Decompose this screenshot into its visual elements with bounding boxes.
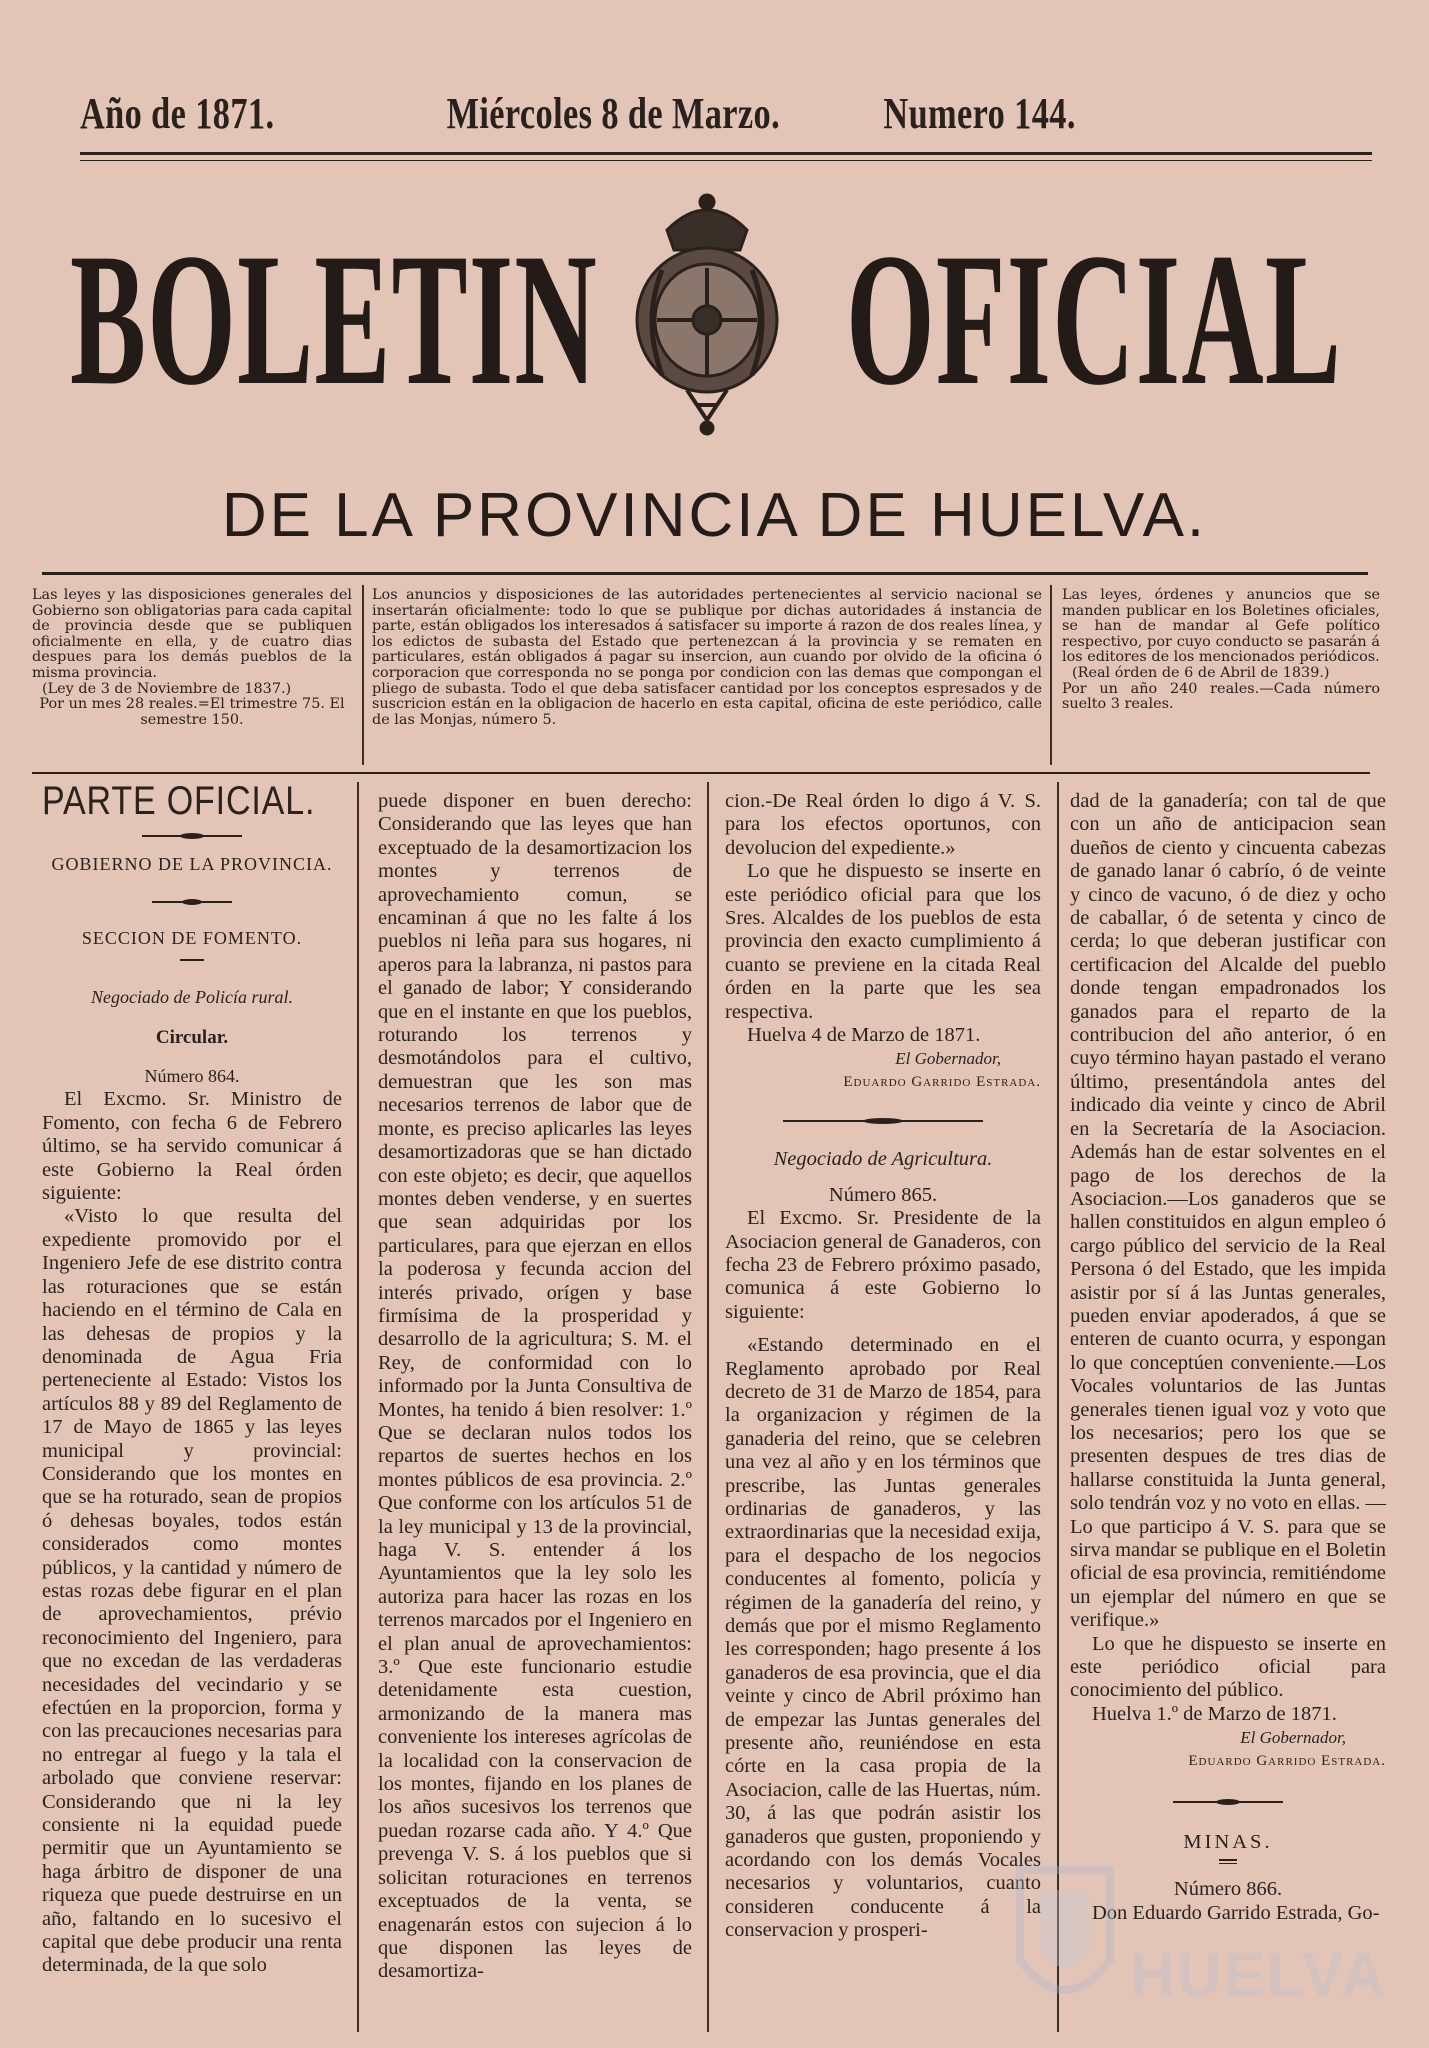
column-3: [725, 790, 1041, 1943]
column-2: [378, 790, 692, 1984]
masthead: [70, 200, 1360, 425]
info-left-text: Las leyes y las disposiciones generales del Gobierno son obligatorias para cada capital de provincia desde que se publiquen oficialmente en ella, y de cuatro dias despues para los demás pueblos de la misma provincia.: [32, 587, 352, 681]
circular-heading: Circular.: [155, 1026, 229, 1048]
col4-governor-title: El Gobernador,: [1240, 1728, 1346, 1748]
issue-number: Numero 144.: [883, 89, 1076, 138]
col3-paragraph-1: cion.-De Real órden lo digo á V. S. para los efectos oportunos, con devolucion del expediente.»: [725, 790, 1041, 859]
header-rule-thick: [80, 152, 1372, 155]
info-left-price: Por un mes 28 reales.=El trimestre 75. El semestre 150.: [39, 696, 345, 728]
col4-paragraph-3: Don Eduardo Garrido Estrada, Go-: [1092, 1901, 1380, 1924]
info-center: [372, 588, 1042, 758]
col4-paragraph-2: Lo que he dispuesto se inserte en este periódico oficial para conocimiento del público.: [1070, 1632, 1386, 1702]
col3-dateline: Huelva 4 de Marzo de 1871.: [747, 1024, 981, 1047]
ornament-divider-icon: [142, 833, 242, 839]
masthead-word-left: BOLETIN: [70, 215, 598, 425]
col1-paragraph-2: «Visto lo que resulta del expediente promovido por el Ingeniero Jefe de ese distrito contra las roturaciones que se están haciendo en el término de Cala en las dehesas de propios y la denominada de Agua Fria perteneciente al Estado: Vistos los artículos 88 y 89 del Reglamento de 17 de Mayo de 1865 y las leyes municipal y provincial: Considerando que los montes en que se ha roturado, sean de propios ó dehesas boyales, todos están considerados como montes públicos, y la cantidad y número de estas rozas debe figurar en el plan de aprovechamientos, prévio reconocimiento del Ingeniero, para que no excedan de las verdaderas necesidades del vecindario y se efectúen en la proporcion, forma y con las precauciones necesarias para no entregar al fuego y la tala el arbolado que conviene reservar: Considerando que ni la ley consiente ni la equidad puede permitir que un Ayuntamiento se haga árbitro de disponer de una riqueza que puede destruirse en un año, faltando en lo sucesivo el capital que debe producir una renta determinada, de la que solo: [42, 1205, 342, 1977]
col4-paragraph-1: dad de la ganadería; con tal de que con un año de anticipacion sean dueños de ciento y cincuenta cabezas de ganado lanar ó cabrío, ó de veinte y cinco de vacuno, ó de diez y ocho de caballar, ó de setenta y cinco de cerda; lo que deberan justificar con certificacion del Alcalde del pueblo donde tengan empadronados los ganados para el reparto de la contribucion del año anterior, ó en cuyo término hayan pastado el verano último, presentándola antes del indicado dia veinte y cinco de Abril en la Secretaría de la Asociacion. Además han de estar solventes en el pago de los derechos de la Asociacion.—Los ganaderos que se hallen constituidos en algun empleo ó cargo público del servicio de la Real Persona ó del Estado, que les impida asistir por sí á las Juntas generales, pueden enviar apoderados, á que se enteren de cuanto ocurra, y espongan lo que conceptúen conveniente.—Los Vocales voluntarios de las Juntas generales tienen igual voz y voto que los necesarios; pero los que se presenten despues de tres dias de hallarse constituida la Junta general, solo tendrán voz y no voto en ellas. —Lo que participo á V. S. para que se sirva mandar se publique en el Boletin oficial de esa provincia, remitiéndome un ejemplar del número en que se verifique.»: [1070, 790, 1386, 1632]
watermark-text: HUELVA: [1130, 1941, 1388, 2010]
column-divider-1: [357, 782, 359, 2032]
short-rule-icon: [180, 958, 204, 964]
royal-crest-icon: [622, 190, 792, 440]
numero-866: Número 866.: [1173, 1878, 1283, 1901]
negociado-heading: Negociado de Policía rural.: [91, 987, 293, 1008]
info-rule: [32, 772, 1370, 774]
col3-paragraph-3: El Excmo. Sr. Presidente de la Asociacion general de Ganaderos, con fecha 23 de Febrero próximo pasado, comunica á este Gobierno lo siguiente:: [725, 1207, 1041, 1323]
header-rule-thin: [80, 160, 1372, 161]
col3-paragraph-4: «Estando determinado en el Reglamento aprobado por Real decreto de 31 de Marzo de 1854, para la organizacion y régimen de la ganaderia del reino, que se celebren una vez al año y en los términos que prescribe, las Juntas generales ordinarias de ganaderos, y las extraordinarias que la necesidad exija, para el despacho de los negocios conducentes al fomento, policía y régimen de la ganadería del reino, y demás que por el mismo Reglamento les corresponden; hago presente á los ganaderos de esa provincia, que el dia veinte y cinco de Abril próximo han de empezar las Juntas generales del presente año, reuniéndose en esta córte en la casa propia de la Asociacion, calle de las Huertas, núm. 30, á las que podrán asistir los ganaderos que gusten, proponiendo y acordando con los demás Vocales necesarios y voluntarios, cuanto consideren conducente á la conservacion y prosperi-: [725, 1334, 1041, 1942]
info-right-law: (Real órden de 6 de Abril de 1839.): [1072, 664, 1330, 681]
masthead-subtitle: DE LA PROVINCIA DE HUELVA.: [221, 481, 1208, 550]
gobierno-heading: GOBIERNO DE LA PROVINCIA.: [51, 854, 333, 875]
col3-signature: Eduardo Garrido Estrada.: [843, 1073, 1041, 1090]
ornament-divider-icon: [1173, 1799, 1283, 1805]
issue-date: Miércoles 8 de Marzo.: [446, 89, 781, 138]
col1-paragraph-1: El Excmo. Sr. Ministro de Fomento, con fecha 6 de Febrero último, se ha servido comunicar á este Gobierno la Real órden siguiente:: [42, 1088, 342, 1205]
archive-watermark: [1010, 1840, 1388, 2020]
seccion-heading: SECCION DE FOMENTO.: [81, 927, 303, 948]
info-right: [1062, 588, 1380, 758]
masthead-word-right: OFICIAL: [846, 215, 1343, 425]
ornament-divider-icon: [152, 899, 232, 905]
col3-governor-title: El Gobernador,: [895, 1049, 1001, 1069]
info-center-text: Los anuncios y disposiciones de las autoridades pertenecientes al servicio nacional se insertarán oficialmente: todo lo que se publique por dichas autoridades á instancia de parte, están obligados los interesados á satisfacer su importe á razon de dos reales línea, y los edictos de subasta del Estado que pertenezcan á la provincia y se rematen en particulares, están obligados á pagar su insercion, aun cuando por olvido de la oficina ó corporacion que corresponda no se ponga por condicion con las demas que compongan el pliego de subasta. Todo el que deba satisfacer cantidad por los conceptos espresados y de suscricion están en la obligacion de hacerlo en esta capital, oficina de este periódico, calle de las Monjas, número 5.: [372, 587, 1042, 728]
info-left-law: (Ley de 3 de Noviembre de 1837.): [42, 680, 292, 697]
subtitle-rule: [42, 572, 1368, 575]
column-divider-2: [707, 782, 709, 2032]
issue-year: Año de 1871.: [80, 89, 275, 138]
agricultura-heading: Negociado de Agricultura.: [773, 1148, 993, 1171]
column-1: [42, 779, 342, 1978]
col4-dateline: Huelva 1.º de Marzo de 1871.: [1092, 1702, 1337, 1725]
info-right-text: Las leyes, órdenes y anuncios que se manden publicar en los Boletines oficiales, se han de mandar al Gefe político respectivo, por cuyo conducto se pasarán á los editores de los mencionados periódicos.: [1062, 587, 1380, 666]
col3-paragraph-2: Lo que he dispuesto se inserte en este periódico oficial para que los Sres. Alcaldes de los pueblos de esta provincia den exacto cumplimiento á cuanto se previene en la citada Real órden en la parte que les sea respectiva.: [725, 860, 1041, 1023]
info-right-price: Por un año 240 reales.—Cada número suelto 3 reales.: [1062, 680, 1380, 713]
section-title: PARTE OFICIAL.: [42, 779, 316, 823]
info-divider-1: [362, 585, 364, 765]
info-divider-2: [1050, 585, 1052, 765]
ornament-divider-icon: [783, 1118, 983, 1124]
numero-864: Número 864.: [144, 1066, 240, 1087]
minas-heading: MINAS.: [1183, 1831, 1273, 1854]
info-left: [32, 588, 352, 758]
watermark-shield-icon: [1010, 1850, 1120, 2020]
col2-paragraph-1: puede disponer en buen derecho: Considerando que las leyes que han exceptuado de la desamortizacion los montes y terrenos de aprovechamiento comun, se encaminan á que no les falte á los pueblos ni leña para sus hogares, ni aperos para la labranza, ni pastos para el ganado de labor; Y considerando que en el instante en que los pueblos, roturando los terrenos y desmotándolos para el cultivo, demuestran que les son mas necesarios terrenos de labor que de monte, es preciso aplicarles las leyes desamortizadoras que se han dictado con este objeto; es decir, que aquellos montes deben venderse, y en suertes que sean adquiridas por los particulares, para que ejerzan en ellos la poderosa y fecunda accion del interés privado, orígen y base firmísima de la prosperidad y desarrollo de la agricultura; S. M. el Rey, de conformidad con lo informado por la Junta Consultiva de Montes, ha tenido á bien resolver: 1.º Que se declaran nulos todos los repartos de suertes hechos en los montes públicos de esa provincia. 2.º Que conforme con los artículos 51 de la ley municipal y 13 de la provincial, haga V. S. entender á los Ayuntamientos que la ley solo les autoriza para hacer las rozas en los terrenos marcados por el Ingeniero en el plan anual de aprovechamientos: 3.º Que este funcionario estudie detenidamente esta cuestion, armonizando de la manera mas conveniente los intereses agrícolas de la localidad con la conservacion de los montes, fijando en los planes de los años sucesivos los terrenos que puedan rozarse cada año. Y 4.º Que prevenga V. S. á los pueblos que si solicitan roturaciones en terrenos exceptuados de la venta, se enagenarán estos con sujecion á lo que disponen las leyes de desamortiza-: [378, 790, 692, 1983]
numero-865: Número 865.: [828, 1183, 938, 1206]
col4-signature: Eduardo Garrido Estrada.: [1188, 1752, 1386, 1769]
column-4: [1070, 790, 1386, 1925]
